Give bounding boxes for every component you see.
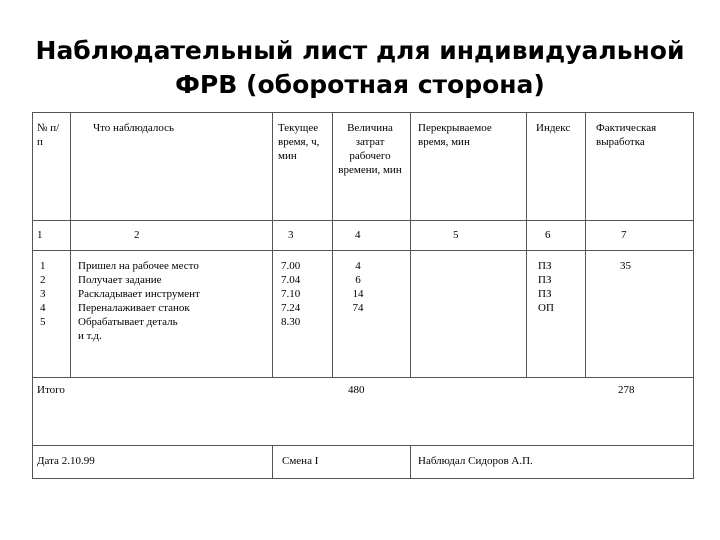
activity-item: Получает задание — [78, 274, 162, 286]
rule-col-6 — [585, 112, 586, 378]
rule-header — [32, 220, 694, 221]
col-number-6: 6 — [545, 229, 551, 241]
duration-value: 14 — [352, 288, 364, 300]
total-label: Итого — [37, 384, 65, 396]
rule-col-3 — [332, 112, 333, 378]
rule-col-1 — [70, 112, 71, 378]
page-title — [0, 34, 720, 102]
col-number-2: 2 — [134, 229, 140, 241]
observer-label: Наблюдал — [418, 455, 466, 467]
date-field — [37, 454, 95, 468]
time-value: 7.00 — [281, 260, 301, 272]
row-number: 5 — [40, 316, 46, 328]
rule-footer-2 — [410, 445, 411, 479]
rule-body — [32, 377, 694, 378]
observer-name: Сидоров А.П. — [468, 455, 533, 467]
activity-item: Раскладывает инструмент — [78, 288, 200, 300]
col-number-4: 4 — [355, 229, 361, 241]
duration-value: 74 — [352, 302, 364, 314]
header-overlap: Перекрываемое время, мин — [418, 122, 492, 148]
rule-colnums — [32, 250, 694, 251]
row-number: 4 — [40, 302, 46, 314]
header-current-time: Текущее время, ч, мин — [278, 122, 320, 162]
rule-bottom — [32, 478, 694, 479]
index-value: ПЗ — [538, 288, 552, 300]
date-label: Дата — [37, 455, 59, 467]
col-number-7: 7 — [621, 229, 627, 241]
row-number: 1 — [40, 260, 46, 272]
rule-col-4 — [410, 112, 411, 378]
row-number: 2 — [40, 274, 46, 286]
rule-col-2 — [272, 112, 273, 378]
activity-item: Обрабатывает деталь — [78, 316, 178, 328]
output-value: 35 — [620, 260, 631, 272]
shift-label: Смена I — [282, 455, 319, 467]
total-output: 278 — [618, 384, 635, 396]
rule-footer-1 — [272, 445, 273, 479]
observer-field — [418, 454, 533, 468]
time-value: 7.24 — [281, 302, 301, 314]
time-value: 8.30 — [281, 316, 301, 328]
index-value: ПЗ — [538, 274, 552, 286]
header-duration: Величина затрат рабочего времени, мин — [338, 122, 402, 176]
duration-value: 4 — [355, 260, 361, 272]
title-line-1: Наблюдательный лист для индивидуальной — [35, 36, 685, 65]
title-line-2: ФРВ (оборотная сторона) — [175, 70, 545, 99]
header-index: Индекс — [536, 122, 571, 134]
rule-left — [32, 112, 33, 479]
rule-top — [32, 112, 694, 113]
activity-item: и т.д. — [78, 330, 102, 342]
time-value: 7.10 — [281, 288, 301, 300]
col-number-3: 3 — [288, 229, 294, 241]
col-number-5: 5 — [453, 229, 459, 241]
rule-right — [693, 112, 694, 479]
index-value: ОП — [538, 302, 554, 314]
activity-item: Переналаживает станок — [78, 302, 190, 314]
header-number: № п/п — [37, 122, 60, 148]
index-value: ПЗ — [538, 260, 552, 272]
date-value: 2.10.99 — [61, 455, 95, 467]
duration-value: 6 — [355, 274, 361, 286]
total-time: 480 — [348, 384, 365, 396]
header-output: Фактическая выработка — [596, 122, 657, 148]
activity-item: Пришел на рабочее место — [78, 260, 199, 272]
rule-total — [32, 445, 694, 446]
time-value: 7.04 — [281, 274, 301, 286]
row-number: 3 — [40, 288, 46, 300]
col-number-1: 1 — [37, 229, 43, 241]
rule-col-5 — [526, 112, 527, 378]
header-activity: Что наблюдалось — [93, 122, 175, 134]
